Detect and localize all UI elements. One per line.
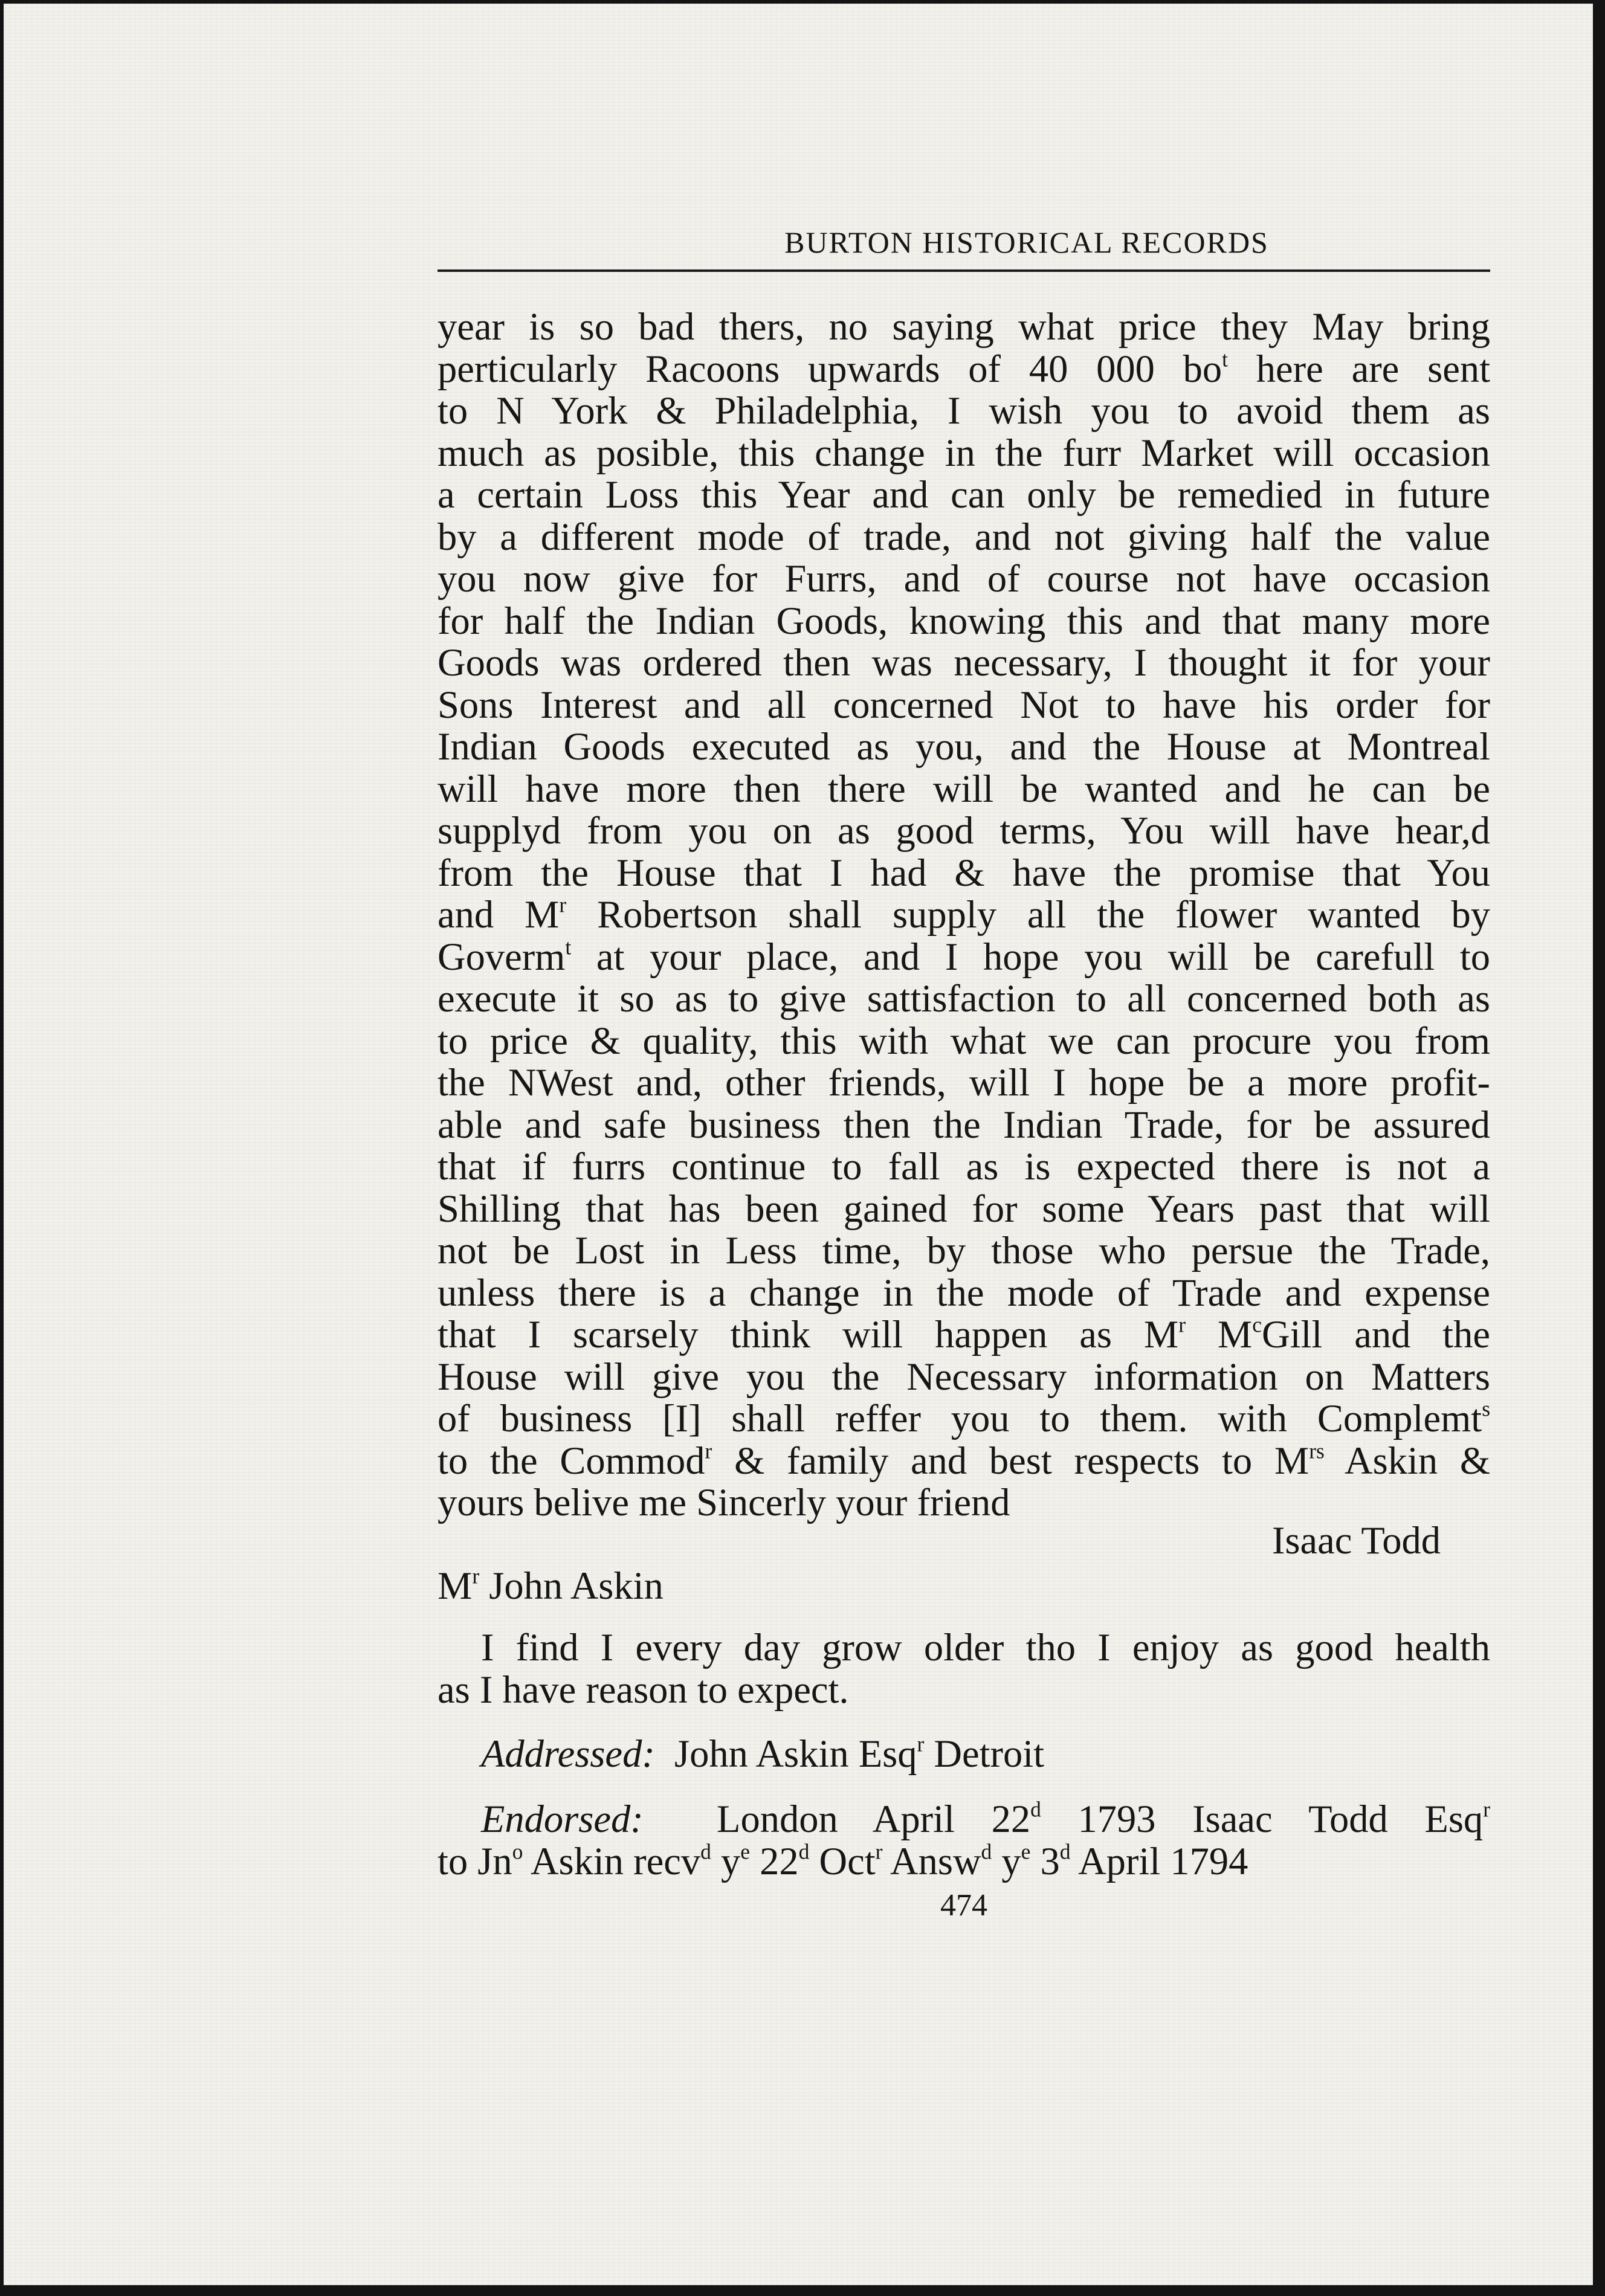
addressee — [438, 1565, 664, 1607]
text-line-content: Indian Goods executed as you, and the House at Montreal — [438, 725, 1490, 768]
superscript: rs — [1309, 1438, 1325, 1463]
text-line — [438, 684, 1490, 726]
text-line-content: Sons Interest and all concerned Not to have his order for — [438, 683, 1490, 726]
book-page — [4, 4, 1593, 2285]
note-text: Answ — [882, 1839, 981, 1883]
text-line-content: from the House that I had & have the promise that You — [438, 851, 1490, 894]
running-head: BURTON HISTORICAL RECORDS — [784, 225, 1269, 259]
text-line — [438, 306, 1490, 348]
text-line — [438, 936, 1490, 978]
text-line — [438, 1188, 1490, 1230]
text-line-content: House will give you the Necessary information on Matters — [438, 1355, 1490, 1398]
text-line-content: unless there is a change in the mode of Trade and expense — [438, 1271, 1490, 1314]
text-line-content: at your place, and I hope you will be carefull to — [571, 935, 1490, 978]
text-line-content: Shilling that has been gained for some Years past that will — [438, 1187, 1490, 1230]
superscript: d — [700, 1839, 711, 1863]
note-text: Oct — [809, 1839, 876, 1883]
note-text: London April 22 — [717, 1798, 1031, 1840]
note-label: Endorsed: — [481, 1798, 644, 1840]
text-line-content: as I have reason to expect. — [438, 1668, 849, 1711]
text-line — [438, 642, 1490, 684]
text-line-content: not be Lost in Less time, by those who persue the Trade, — [438, 1229, 1490, 1272]
text-line-content: will have more then there will be wanted and he can be — [438, 767, 1490, 810]
postscript — [438, 1627, 1490, 1711]
text-line — [438, 1104, 1490, 1146]
text-line — [438, 1230, 1490, 1272]
superscript: r — [559, 892, 567, 917]
text-line-content: for half the Indian Goods, knowing this and that many more — [438, 599, 1490, 642]
text-line — [438, 1840, 1490, 1883]
text-line — [438, 894, 1490, 936]
text-line-content: M — [1186, 1313, 1253, 1356]
superscript: r — [472, 1564, 480, 1588]
text-line — [438, 1272, 1490, 1314]
text-line-content: much as posible, this change in the furr Market will occasion — [438, 431, 1490, 474]
text-line — [438, 1146, 1490, 1188]
text-line-content: the NWest and, other friends, will I hope be a more profit- — [438, 1061, 1490, 1104]
text-line-content: year is so bad thers, no saying what price they May bring — [438, 305, 1490, 348]
text-line — [438, 1356, 1490, 1398]
superscript: d — [1059, 1839, 1071, 1863]
endorsed-note — [438, 1798, 1490, 1882]
superscript: d — [798, 1839, 810, 1863]
text-line-content: here are sent — [1228, 347, 1491, 390]
text-line — [438, 810, 1490, 852]
text-line — [438, 600, 1490, 642]
text-line-content: yours belive me Sincerly your friend — [438, 1481, 1010, 1524]
note-text: y — [711, 1839, 741, 1883]
text-line — [438, 768, 1490, 810]
letter-body — [438, 306, 1490, 1524]
note-text: Detroit — [924, 1732, 1045, 1775]
note-text: April 1794 — [1070, 1839, 1248, 1883]
text-line-content: Askin & — [1324, 1439, 1490, 1482]
superscript: s — [1482, 1396, 1490, 1421]
note-text: to Jn — [438, 1839, 512, 1883]
superscript: e — [1021, 1839, 1031, 1863]
page-number: 474 — [940, 1888, 987, 1923]
text-line-content: to price & quality, this with what we can procure you from — [438, 1019, 1490, 1062]
note-text: 22 — [750, 1839, 799, 1883]
header-rule — [438, 269, 1490, 272]
addressee-name: John Askin — [479, 1564, 664, 1607]
superscript: r — [1483, 1797, 1490, 1822]
text-line — [438, 348, 1490, 390]
text-line-content: by a different mode of trade, and not giving half the value — [438, 515, 1490, 558]
superscript: r — [917, 1732, 925, 1756]
text-line-content: a certain Loss this Year and can only be remedied in future — [438, 473, 1490, 516]
text-line — [438, 978, 1490, 1020]
text-line-content: Goods was ordered then was necessary, I thought it for your — [438, 641, 1490, 684]
text-line — [438, 1482, 1490, 1524]
text-line — [438, 1020, 1490, 1062]
superscript: r — [875, 1839, 883, 1863]
text-line — [438, 516, 1490, 558]
superscript: o — [512, 1839, 523, 1863]
signature: Isaac Todd — [1271, 1519, 1441, 1562]
text-line-content: perticularly Racoons upwards of 40 000 bo — [438, 347, 1222, 390]
text-line — [438, 1798, 1490, 1840]
addressed-note — [438, 1733, 1534, 1775]
note-text: Askin recv — [523, 1839, 701, 1883]
superscript: r — [705, 1438, 712, 1463]
text-line-content: and M — [438, 893, 560, 936]
text-line — [438, 1440, 1490, 1482]
text-line — [438, 432, 1490, 474]
text-line — [438, 1669, 1490, 1711]
text-line — [438, 726, 1490, 768]
note-text: y — [992, 1839, 1021, 1883]
text-line — [438, 1062, 1490, 1104]
text-line-content: to the Commod — [438, 1439, 705, 1482]
superscript: t — [565, 934, 572, 959]
text-line-content: that if furrs continue to fall as is expected there is not a — [438, 1145, 1490, 1188]
superscript: e — [740, 1839, 751, 1863]
text-line-content: able and safe business then the Indian Trade, for be assured — [438, 1103, 1490, 1146]
text-line-content: Goverm — [438, 935, 566, 978]
text-line-content: Gill and the — [1262, 1313, 1490, 1356]
text-line-content: of business [I] shall reffer you to them. with Complemt — [438, 1397, 1482, 1440]
superscript: r — [1178, 1312, 1186, 1337]
text-line-content: you now give for Furrs, and of course not have occasion — [438, 557, 1490, 600]
superscript: d — [1030, 1797, 1041, 1822]
superscript: d — [981, 1839, 992, 1863]
text-line-content: that I scarsely think will happen as M — [438, 1313, 1179, 1356]
note-text: 1793 Isaac Todd Esq — [1041, 1798, 1484, 1840]
note-text: John Askin Esq — [674, 1732, 917, 1775]
text-line-content: to N York & Philadelphia, I wish you to avoid them as — [438, 389, 1490, 432]
text-line — [438, 558, 1490, 600]
text-line — [438, 1314, 1490, 1356]
addressee-title: M — [438, 1564, 473, 1607]
note-text: 3 — [1030, 1839, 1060, 1883]
text-line — [438, 474, 1490, 516]
text-line — [438, 390, 1490, 432]
text-line — [438, 1627, 1490, 1669]
text-line-content: I find I every day grow older tho I enjoy as good health — [481, 1626, 1490, 1669]
text-line-content: Robertson shall supply all the flower wanted by — [566, 893, 1490, 936]
text-line-content: supplyd from you on as good terms, You will have hear,d — [438, 809, 1490, 852]
superscript: t — [1222, 346, 1229, 371]
text-line-content: execute it so as to give sattisfaction to all concerned both as — [438, 977, 1490, 1020]
note-label: Addressed: — [481, 1732, 655, 1775]
text-line — [438, 852, 1490, 894]
text-line-content: & family and best respects to M — [712, 1439, 1310, 1482]
text-line — [438, 1398, 1490, 1440]
superscript: c — [1252, 1312, 1262, 1337]
